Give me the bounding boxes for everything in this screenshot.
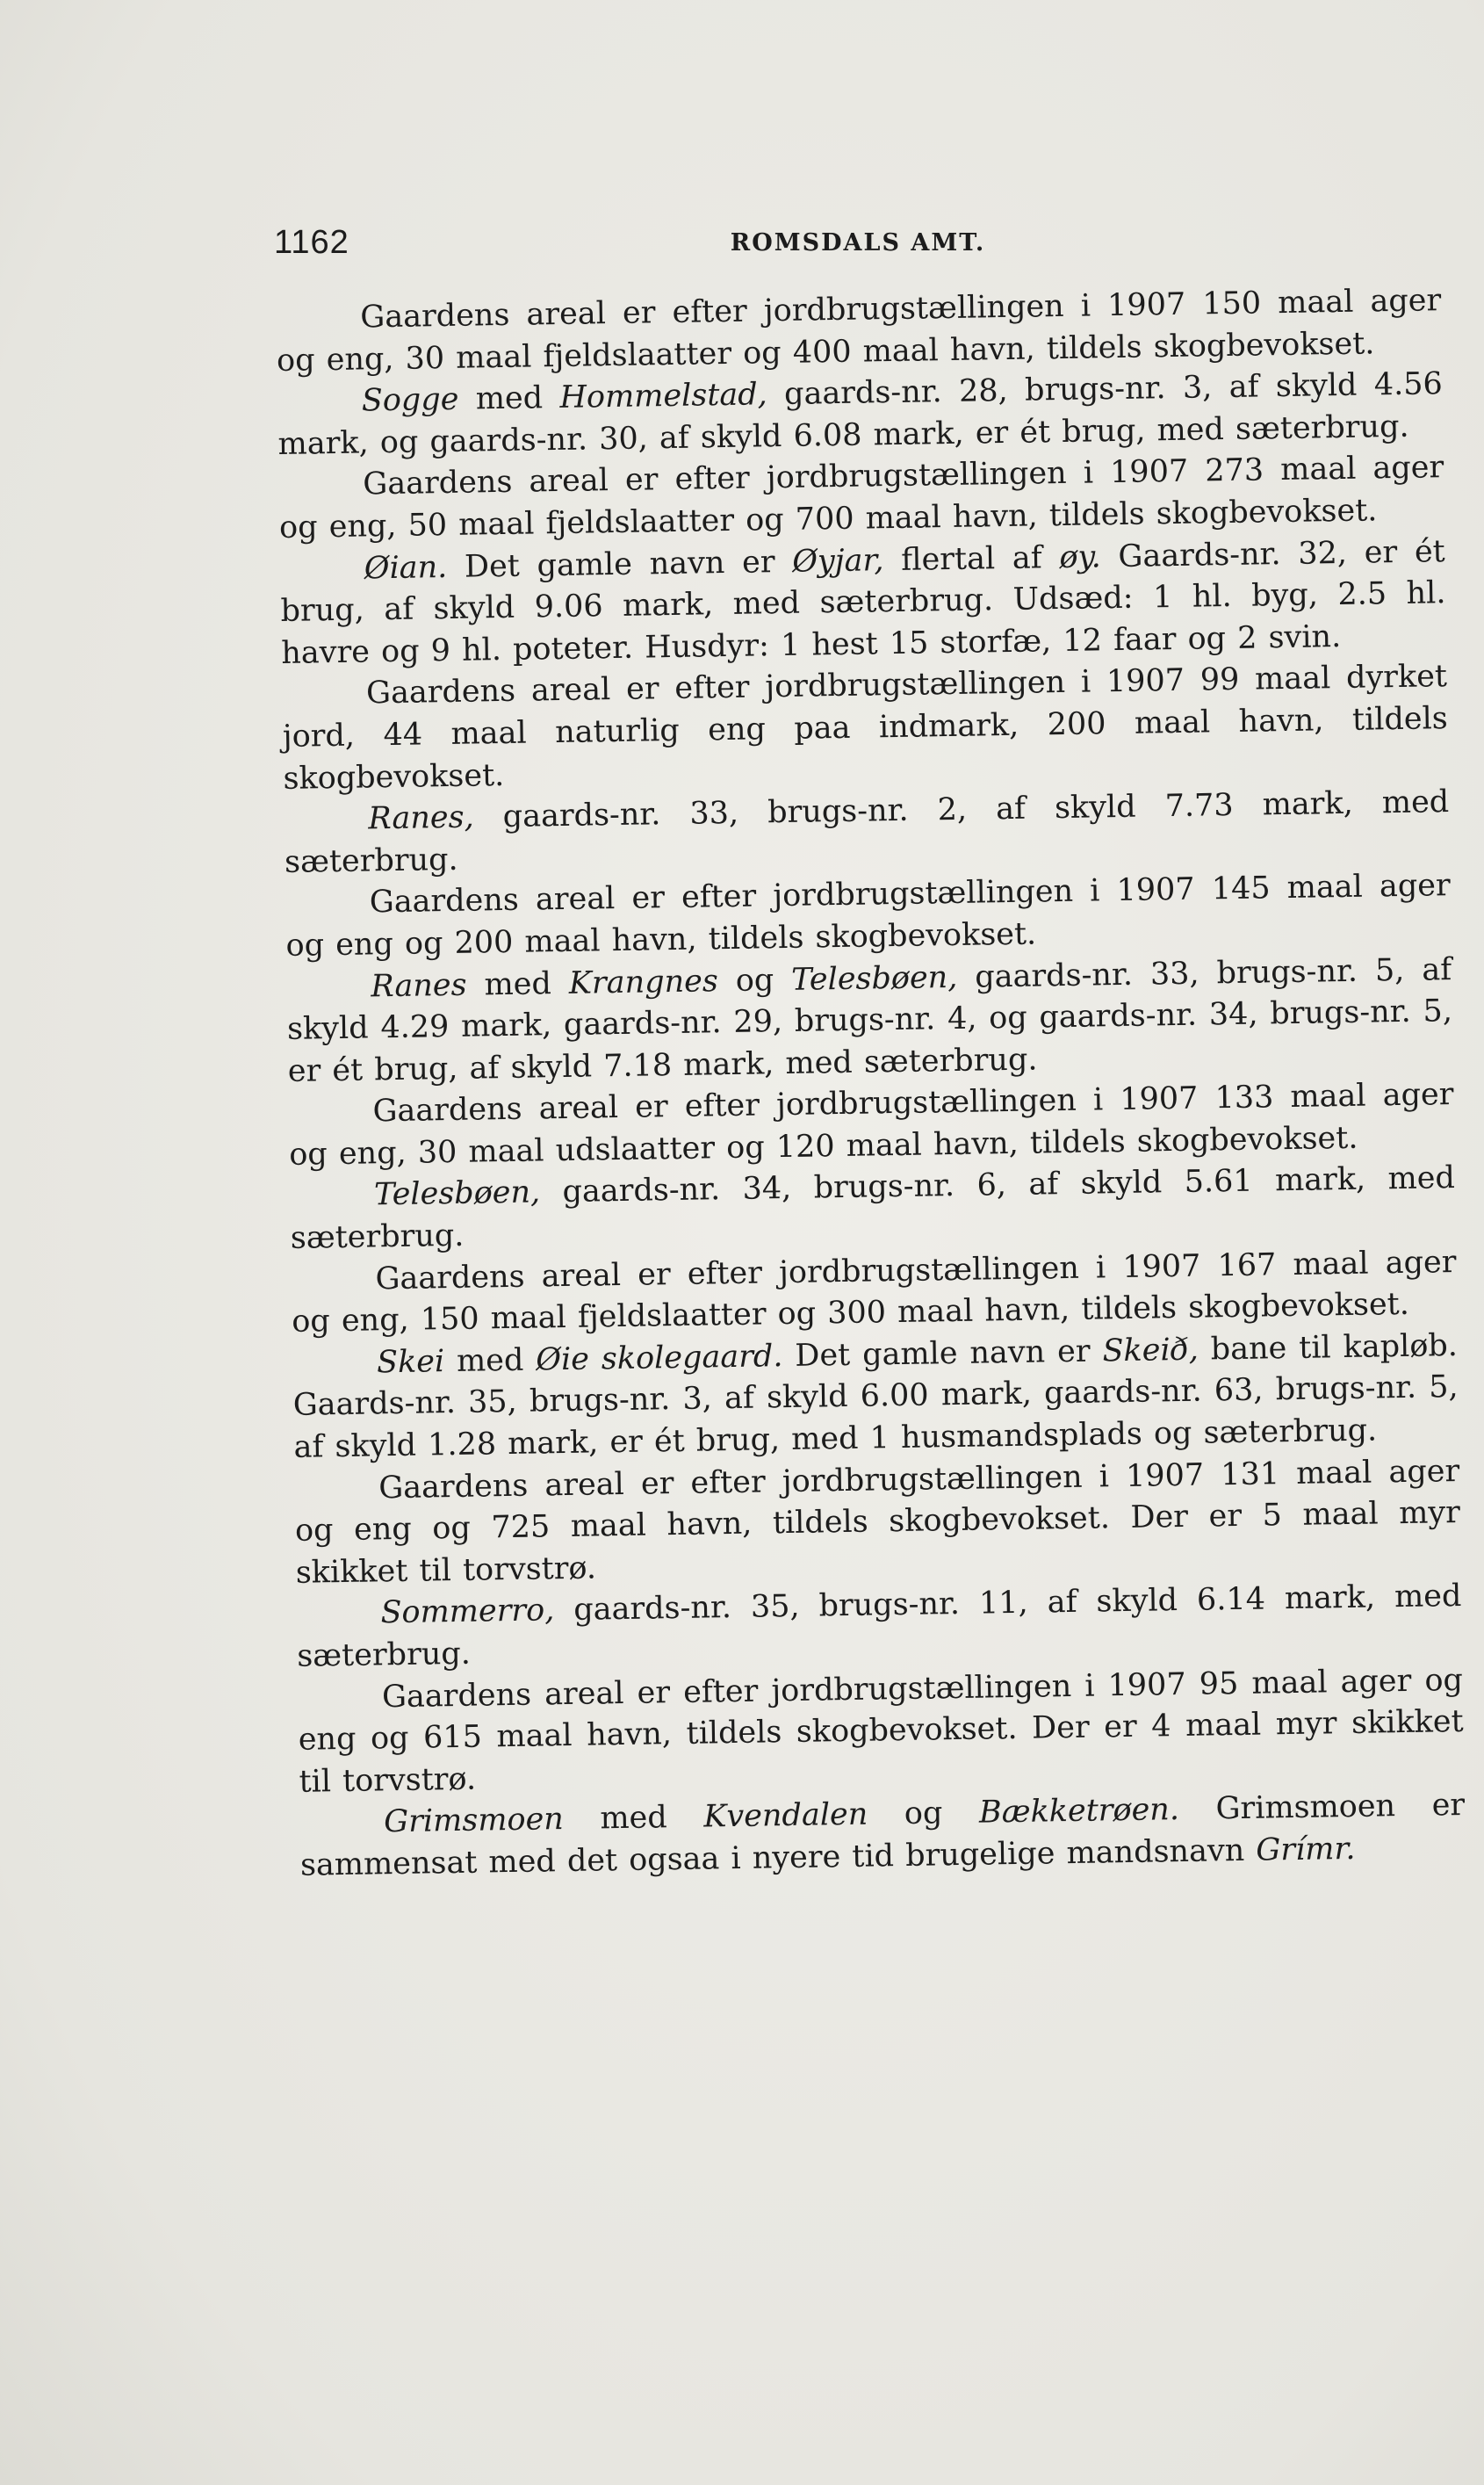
- paragraph: [286, 950, 1453, 1094]
- italic-name: Grímr.: [1256, 1831, 1356, 1868]
- paragraph: [299, 1785, 1466, 1887]
- text-run: med: [458, 380, 560, 417]
- text-run: bane til kapløb. Gaards-nr. 35, brugs-nr. 3, af skyld 6.00 mark, gaards-nr. 63, brugs-nr. 5, af skyld 1.28 mark, er ét brug, med 1 husmandsplads og sæterbrug.: [292, 1327, 1459, 1465]
- italic-name: Øyjar,: [791, 542, 884, 580]
- text-run: med: [443, 1342, 537, 1379]
- running-head: ROMSDALS AMT.: [730, 229, 986, 256]
- text-run: Gaardens areal er efter jordbrugstællingen i 1907 99 maal dyrket jord, 44 maal naturlig eng paa indmark, 200 maal havn, tildels skogbevokset.: [282, 659, 1448, 797]
- italic-name: Bækketrøen.: [978, 1792, 1180, 1831]
- page-number: 1162: [274, 224, 349, 261]
- text-run: og: [867, 1795, 980, 1832]
- italic-name: Krangnes: [568, 963, 719, 1001]
- text-run: gaards-nr. 33, brugs-nr. 2, af skyld 7.73 mark, med sæterbrug.: [284, 784, 1450, 880]
- text-run: gaards-nr. 34, brugs-nr. 6, af skyld 5.61 mark, med sæterbrug.: [290, 1160, 1456, 1256]
- text-run: Gaards-nr. 32, er ét brug, af skyld 9.06 mark, med sæterbrug. Udsæd: 1 hl. byg, 2.5 hl. havre og 9 hl. poteter. Husdyr: 1 hest 15 storfæ, 12 faar og 2 svin.: [280, 533, 1446, 671]
- text-run: Gaardens areal er efter jordbrugstællingen i 1907 133 maal ager og eng, 30 maal udslaatter og 120 maal havn, tildels skogbevokset.: [288, 1077, 1454, 1173]
- text-run: Gaardens areal er efter jordbrugstællingen i 1907 150 maal ager og eng, 30 maal fjeldslaatter og 400 maal havn, tildels skogbevokset.: [276, 283, 1442, 379]
- text-run: Gaardens areal er efter jordbrugstællingen i 1907 167 maal ager og eng, 150 maal fjeldslaatter og 300 maal havn, tildels skogbevokset.: [291, 1244, 1457, 1340]
- italic-name: Øian.: [364, 549, 448, 587]
- text-run: flertal af: [883, 539, 1060, 578]
- paragraph: [279, 531, 1446, 675]
- paragraph: [298, 1660, 1465, 1804]
- italic-name: Grimsmoen: [383, 1802, 565, 1840]
- paragraph: [282, 656, 1449, 800]
- text-run: gaards-nr. 33, brugs-nr. 5, af skyld 4.29 mark, gaards-nr. 29, brugs-nr. 4, og gaards-nr. 34, brugs-nr. 5, er ét brug, af skyld 7.18 mark, med sæterbrug.: [286, 951, 1453, 1089]
- page-header: [274, 224, 1442, 277]
- text-run: og: [717, 962, 792, 999]
- italic-name: Ranes: [370, 967, 467, 1004]
- text-run: Gaardens areal er efter jordbrugstællingen i 1907 95 maal ager og eng og 615 maal havn, tildels skogbevokset. Der er 4 maal myr skikket til torvstrø.: [298, 1662, 1464, 1800]
- text-run: med: [466, 965, 570, 1003]
- italic-name: Sogge: [361, 381, 459, 419]
- italic-name: Skei: [376, 1343, 445, 1381]
- italic-name: Kvendalen: [703, 1797, 868, 1835]
- paragraph: [294, 1451, 1461, 1595]
- italic-name: Skeið,: [1102, 1332, 1199, 1369]
- text-run: Gaardens areal er efter jordbrugstællingen i 1907 145 maal ager og eng og 200 maal havn, tildels skogbevokset.: [285, 868, 1451, 964]
- text-run: Det gamle navn er: [782, 1333, 1103, 1374]
- italic-name: øy.: [1059, 538, 1102, 575]
- text-run: Det gamle navn er: [446, 544, 793, 585]
- italic-name: Telesbøen,: [373, 1174, 541, 1213]
- body-text: [276, 280, 1466, 1887]
- italic-name: Telesbøen,: [790, 959, 958, 998]
- paragraph: [292, 1326, 1459, 1470]
- italic-name: Øie skolegaard.: [536, 1338, 783, 1378]
- text-run: Gaardens areal er efter jordbrugstællingen i 1907 131 maal ager og eng og 725 maal havn, tildels skogbevokset. Der er 5 maal myr skikket til torvstrø.: [294, 1453, 1461, 1591]
- italic-name: Ranes,: [368, 799, 474, 837]
- text-run: gaards-nr. 35, brugs-nr. 11, af skyld 6.14 mark, med sæterbrug.: [296, 1578, 1462, 1674]
- text-run: med: [563, 1799, 704, 1838]
- text-run: Gaardens areal er efter jordbrugstællingen i 1907 273 maal ager og eng, 50 maal fjeldslaatter og 700 maal havn, tildels skogbevokset.: [278, 450, 1444, 545]
- text-run: gaards-nr. 28, brugs-nr. 3, af skyld 4.56 mark, og gaards-nr. 30, af skyld 6.08 mark, er ét brug, med sæterbrug.: [277, 366, 1444, 462]
- italic-name: Hommelstad,: [559, 377, 768, 416]
- italic-name: Sommerro,: [380, 1593, 555, 1631]
- text-run: Grimsmoen er sammensat med det ogsaa i nyere tid brugelige mandsnavn: [299, 1788, 1466, 1883]
